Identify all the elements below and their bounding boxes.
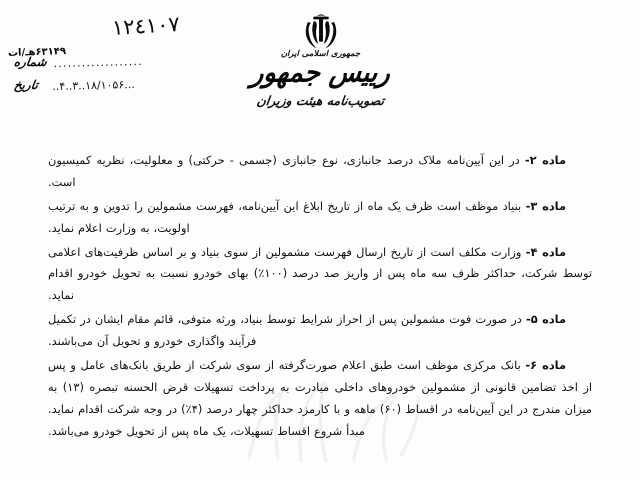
crest-block: [233, 12, 408, 108]
date-field-value: ..۴..۳..۱۸/۱۰۵۶...: [52, 77, 135, 94]
country-name: جمهوری اسلامی ایران: [280, 49, 361, 59]
document-subtitle: تصویب‌نامه هیئت وزیران: [255, 92, 386, 108]
article-item: [48, 150, 592, 194]
office-title: رییس جمهور: [249, 57, 392, 90]
article-label: ماده ۴-: [525, 244, 567, 259]
number-field-label: شماره: [13, 55, 48, 69]
date-field: [14, 78, 146, 92]
article-label: ماده ۲-: [524, 153, 567, 167]
article-label: ماده ۵-: [525, 312, 567, 327]
article-item: [48, 355, 592, 443]
reference-number: ١٢٤١٠٧: [111, 11, 181, 41]
article-label: ماده ۶-: [525, 358, 567, 373]
number-field: [14, 55, 146, 69]
date-field-label: تاریخ: [13, 78, 39, 92]
article-item: [48, 196, 592, 240]
article-item: [48, 309, 592, 353]
document-body: [48, 150, 592, 445]
document-header: [0, 0, 640, 146]
article-label: ماده ۳-: [525, 198, 567, 213]
article-item: [48, 242, 592, 308]
article-text: بانک مرکزی موظف است طبق اعلام صورت‌گرفته از سوی شرکت از طریق بانک‌های عامل و پس از اخذ تضامین قانونی از مشمولین خودروهای داخلی مبادرت به پرداخت تسهیلات قرض الحسنه تبصره (۱۳) به میزان مندرج در این آیین‌نامه در اقساط (۶۰) ماهه و با کارمزد حداکثر چهار درصد (۴٪) در وجه شرکت اقدام نماید. مبدأ شروع اقساط تسهیلات، یک ماه پس از تحویل خودرو می‌باشد.: [48, 358, 593, 438]
article-text: در صورت فوت مشمولین پس از احراز شرایط توسط بنیاد، ورثه متوفی، قائم مقام ایشان در تکمیل فرآیند واگذاری خودرو و تحویل آن می‌باشند.: [48, 312, 526, 349]
article-text: بنیاد موظف است ظرف یک ماه از تاریخ ابلاغ این آیین‌نامه، فهرست مشمولین را تدوین و به ترتیب اولویت، به وزارت اعلام نماید.: [48, 198, 526, 235]
iran-emblem-icon: [301, 12, 341, 49]
article-text: وزارت مکلف است از تاریخ ارسال فهرست مشمولین از سوی بنیاد و بر اساس ظرفیت‌های اعلامی توسط شرکت، حداکثر ظرف سه ماه پس از واریز صد درصد (۱۰۰٪) بهای خودرو نسبت به تحویل خودرو اقدام نماید.: [48, 244, 592, 303]
article-text: در این آیین‌نامه ملاک درصد جانبازی، نوع جانبازی (جسمی - حرکتی) و معلولیت، نظریه کمیسیون است.: [48, 153, 525, 189]
number-field-value: ...................: [53, 54, 143, 71]
stamp-code: ۶۳۱۴۹هـ/ات: [7, 45, 67, 60]
